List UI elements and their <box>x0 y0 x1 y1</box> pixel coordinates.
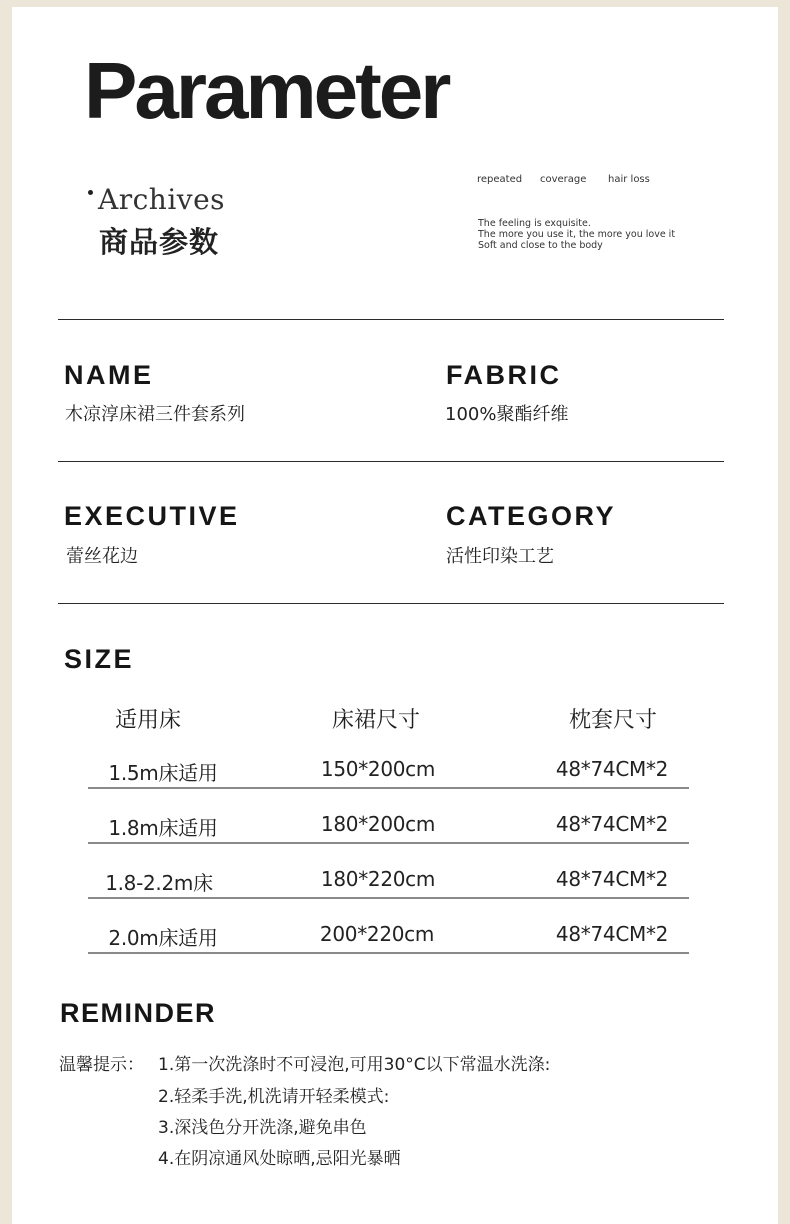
table-cell-pillowcase: 48*74CM*2 <box>555 867 669 891</box>
reminder-item: 2.轻柔手洗,机洗请开轻柔模式: <box>158 1087 390 1107</box>
table-cell-pillowcase: 48*74CM*2 <box>555 757 669 781</box>
archives-label: Archives <box>98 183 226 216</box>
reminder-item: 4.在阴凉通风处晾晒,忌阳光暴晒 <box>158 1149 401 1169</box>
tag-coverage: coverage <box>540 174 587 185</box>
divider <box>58 603 724 604</box>
row-divider <box>88 952 689 954</box>
executive-label: EXECUTIVE <box>64 501 240 531</box>
table-cell-bed: 1.5m床适用 <box>108 761 218 785</box>
fabric-value: 100%聚酯纤维 <box>445 404 569 425</box>
bullet-dot <box>88 190 93 195</box>
product-params-title: 商品参数 <box>99 225 220 259</box>
table-cell-skirt: 180*220cm <box>320 867 436 891</box>
reminder-label: REMINDER <box>60 998 217 1028</box>
tag-hair-loss: hair loss <box>608 174 650 185</box>
tag-repeated: repeated <box>477 174 523 185</box>
row-divider <box>88 787 689 789</box>
category-label: CATEGORY <box>446 501 617 531</box>
name-label: NAME <box>64 360 154 390</box>
table-cell-skirt: 180*200cm <box>320 812 436 836</box>
page-title: Parameter <box>84 46 449 135</box>
category-value: 活性印染工艺 <box>446 546 554 567</box>
blurb-line: The more you use it, the more you love it <box>478 229 676 240</box>
table-cell-pillowcase: 48*74CM*2 <box>555 812 669 836</box>
table-cell-skirt: 200*220cm <box>319 922 435 946</box>
fabric-label: FABRIC <box>446 360 562 390</box>
table-cell-bed: 1.8-2.2m床 <box>105 871 213 895</box>
size-label: SIZE <box>64 644 135 674</box>
row-divider <box>88 897 689 899</box>
reminder-item: 1.第一次洗涤时不可浸泡,可用30°C以下常温水洗涤: <box>158 1055 551 1075</box>
table-cell-skirt: 150*200cm <box>320 757 436 781</box>
parameter-card <box>12 7 778 1224</box>
size-header-pillowcase: 枕套尺寸 <box>568 708 657 733</box>
executive-value: 蕾丝花边 <box>66 546 138 567</box>
size-header-bed: 适用床 <box>114 708 181 733</box>
reminder-prefix: 温馨提示： <box>59 1055 144 1075</box>
table-cell-bed: 1.8m床适用 <box>108 816 218 840</box>
divider <box>58 319 724 320</box>
table-cell-pillowcase: 48*74CM*2 <box>555 922 669 946</box>
row-divider <box>88 842 689 844</box>
reminder-item: 3.深浅色分开洗涤,避免串色 <box>158 1118 367 1138</box>
blurb-line: Soft and close to the body <box>478 240 603 251</box>
table-cell-bed: 2.0m床适用 <box>108 926 218 950</box>
size-header-skirt: 床裙尺寸 <box>331 708 420 733</box>
blurb-text <box>478 218 675 251</box>
name-value: 木凉淳床裙三件套系列 <box>65 404 245 425</box>
divider <box>58 461 724 462</box>
blurb-line: The feeling is exquisite. <box>478 218 591 229</box>
